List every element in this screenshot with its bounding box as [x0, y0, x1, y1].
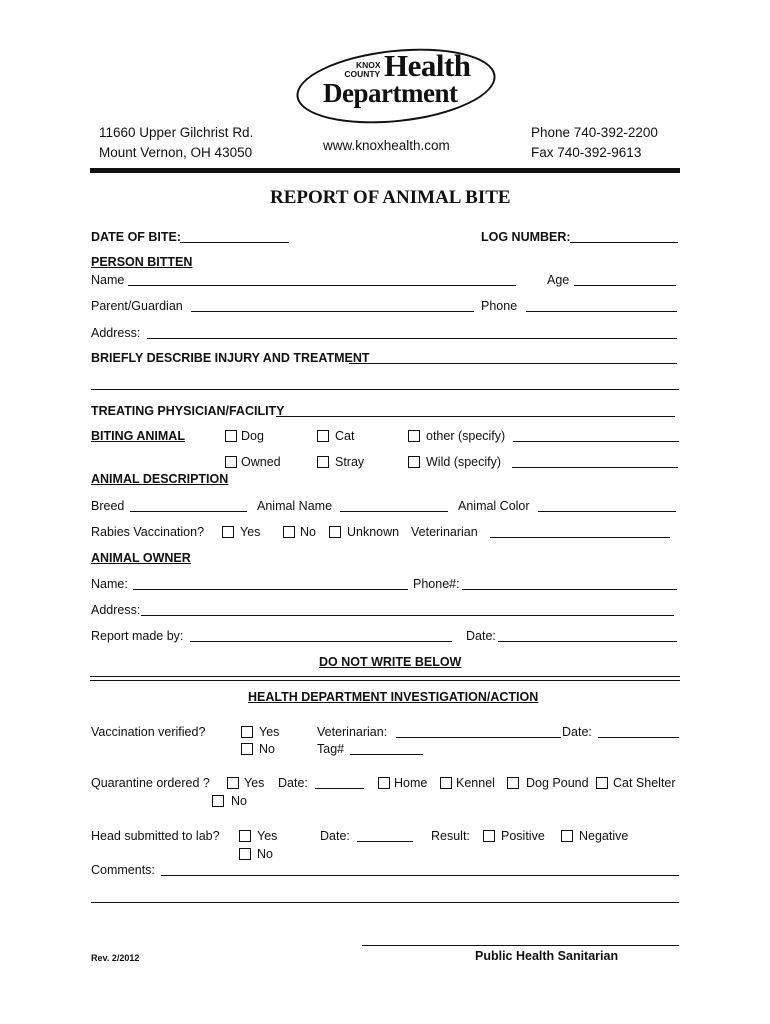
name-label: Name	[91, 273, 125, 287]
injury-field[interactable]	[349, 363, 677, 364]
inv-date-field[interactable]	[598, 737, 679, 738]
animal-color-field[interactable]	[538, 511, 676, 512]
comments-field[interactable]	[161, 875, 679, 876]
dog-checkbox[interactable]	[225, 430, 237, 442]
result-label: Result:	[431, 829, 470, 843]
owner-address-field[interactable]	[141, 615, 674, 616]
vacc-no-checkbox[interactable]	[241, 743, 253, 755]
positive-checkbox[interactable]	[483, 830, 495, 842]
address-field[interactable]	[147, 338, 677, 339]
head-lab-date-field[interactable]	[357, 841, 413, 842]
signature-line[interactable]	[362, 945, 679, 946]
owner-name-field[interactable]	[133, 589, 408, 590]
biting-animal-heading: BITING ANIMAL	[91, 429, 185, 443]
rabies-no-label: No	[300, 525, 316, 539]
veterinarian-label: Veterinarian	[411, 525, 478, 539]
inv-date-label: Date:	[562, 725, 592, 739]
physician-label: TREATING PHYSICIAN/FACILITY	[91, 404, 285, 418]
vacc-verified-label: Vaccination verified?	[91, 725, 206, 739]
owner-name-label: Name:	[91, 577, 128, 591]
rabies-no-checkbox[interactable]	[283, 526, 295, 538]
wild-checkbox[interactable]	[408, 456, 420, 468]
signature-label: Public Health Sanitarian	[475, 949, 619, 963]
negative-checkbox[interactable]	[561, 830, 573, 842]
parent-guardian-label: Parent/Guardian	[91, 299, 183, 313]
animal-color-label: Animal Color	[458, 499, 530, 513]
negative-label: Negative	[579, 829, 629, 843]
kennel-checkbox[interactable]	[440, 777, 452, 789]
quarantine-no-checkbox[interactable]	[212, 795, 224, 807]
logo-department: Department	[323, 78, 458, 108]
animal-description-heading: ANIMAL DESCRIPTION	[91, 472, 229, 486]
quarantine-date-field[interactable]	[315, 788, 364, 789]
rabies-unknown-label: Unknown	[347, 525, 400, 539]
inv-veterinarian-field[interactable]	[396, 737, 561, 738]
kennel-label: Kennel	[456, 776, 495, 790]
person-bitten-heading: PERSON BITTEN	[91, 255, 193, 269]
animal-owner-heading: ANIMAL OWNER	[91, 551, 191, 565]
injury-label: BRIEFLY DESCRIBE INJURY AND TREATMENT	[91, 351, 370, 365]
age-label: Age	[547, 273, 570, 287]
age-field[interactable]	[574, 285, 676, 286]
dog-pound-label: Dog Pound	[526, 776, 589, 790]
positive-label: Positive	[501, 829, 545, 843]
phone-field[interactable]	[526, 311, 677, 312]
phone-number: Phone 740-392-2200	[531, 125, 658, 140]
head-lab-no-checkbox[interactable]	[239, 848, 251, 860]
rabies-label: Rabies Vaccination?	[91, 525, 205, 539]
website[interactable]: www.knoxhealth.com	[323, 138, 450, 153]
tag-label: Tag#	[317, 742, 345, 756]
rabies-yes-label: Yes	[240, 525, 261, 539]
head-lab-no-label: No	[257, 847, 273, 861]
report-made-by-field[interactable]	[190, 641, 452, 642]
cat-shelter-checkbox[interactable]	[596, 777, 608, 789]
head-lab-label: Head submitted to lab?	[91, 829, 220, 843]
owned-label: Owned	[241, 455, 281, 469]
quarantine-date-label: Date:	[278, 776, 308, 790]
quarantine-label: Quarantine ordered ?	[91, 776, 210, 790]
name-field[interactable]	[128, 285, 516, 286]
cat-shelter-label: Cat Shelter	[613, 776, 676, 790]
breed-label: Breed	[91, 499, 125, 513]
address-line-1: 11660 Upper Gilchrist Rd.	[99, 125, 254, 140]
other-specify-field[interactable]	[513, 441, 679, 442]
date-of-bite-label: DATE OF BITE:	[91, 230, 182, 244]
comments-field-continued[interactable]	[91, 902, 679, 903]
inv-veterinarian-label: Veterinarian:	[317, 725, 388, 739]
log-number-field[interactable]	[570, 242, 678, 243]
animal-name-field[interactable]	[340, 511, 448, 512]
wild-specify-field[interactable]	[512, 467, 678, 468]
stray-checkbox[interactable]	[317, 456, 329, 468]
owned-checkbox[interactable]	[225, 456, 237, 468]
logo-knox: KNOX COUNTY	[344, 60, 381, 79]
veterinarian-field[interactable]	[490, 537, 670, 538]
dog-label: Dog	[241, 429, 264, 443]
comments-label: Comments:	[91, 863, 155, 877]
address-line-2: Mount Vernon, OH 43050	[99, 145, 253, 160]
rabies-unknown-checkbox[interactable]	[329, 526, 341, 538]
owner-phone-label: Phone#:	[413, 577, 460, 591]
rabies-yes-checkbox[interactable]	[222, 526, 234, 538]
owner-address-label: Address:	[91, 603, 141, 617]
stray-label: Stray	[335, 455, 365, 469]
address-label: Address:	[91, 326, 141, 340]
vacc-yes-checkbox[interactable]	[241, 726, 253, 738]
quarantine-no-label: No	[231, 794, 247, 808]
report-date-label: Date:	[466, 629, 496, 643]
parent-guardian-field[interactable]	[191, 311, 474, 312]
report-date-field[interactable]	[498, 641, 677, 642]
form-title: REPORT OF ANIMAL BITE	[270, 187, 511, 208]
animal-name-label: Animal Name	[257, 499, 333, 513]
phone-label: Phone	[481, 299, 518, 313]
other-checkbox[interactable]	[408, 430, 420, 442]
cat-label: Cat	[335, 429, 355, 443]
logo-health: Health	[384, 48, 471, 83]
wild-label: Wild (specify)	[426, 455, 502, 469]
date-of-bite-field[interactable]	[180, 242, 289, 243]
injury-field-continued[interactable]	[91, 389, 679, 390]
breed-field[interactable]	[130, 511, 247, 512]
home-checkbox[interactable]	[378, 777, 390, 789]
investigation-heading: HEALTH DEPARTMENT INVESTIGATION/ACTION	[248, 690, 539, 704]
vacc-yes-label: Yes	[259, 725, 280, 739]
vacc-no-label: No	[259, 742, 275, 756]
quarantine-yes-checkbox[interactable]	[227, 777, 239, 789]
other-label: other (specify)	[426, 429, 506, 443]
owner-phone-field[interactable]	[462, 589, 677, 590]
head-lab-date-label: Date:	[320, 829, 350, 843]
home-label: Home	[394, 776, 428, 790]
do-not-write-notice: DO NOT WRITE BELOW	[319, 655, 462, 669]
tag-field[interactable]	[350, 754, 423, 755]
header-divider	[90, 168, 680, 173]
physician-field[interactable]	[276, 416, 675, 417]
dog-pound-checkbox[interactable]	[507, 777, 519, 789]
revision-label: Rev. 2/2012	[91, 953, 140, 963]
head-lab-yes-label: Yes	[257, 829, 278, 843]
fax-number: Fax 740-392-9613	[531, 145, 642, 160]
log-number-label: LOG NUMBER:	[481, 230, 571, 244]
report-made-by-label: Report made by:	[91, 629, 184, 643]
head-lab-yes-checkbox[interactable]	[239, 830, 251, 842]
section-divider	[90, 676, 680, 681]
quarantine-yes-label: Yes	[244, 776, 265, 790]
cat-checkbox[interactable]	[317, 430, 329, 442]
